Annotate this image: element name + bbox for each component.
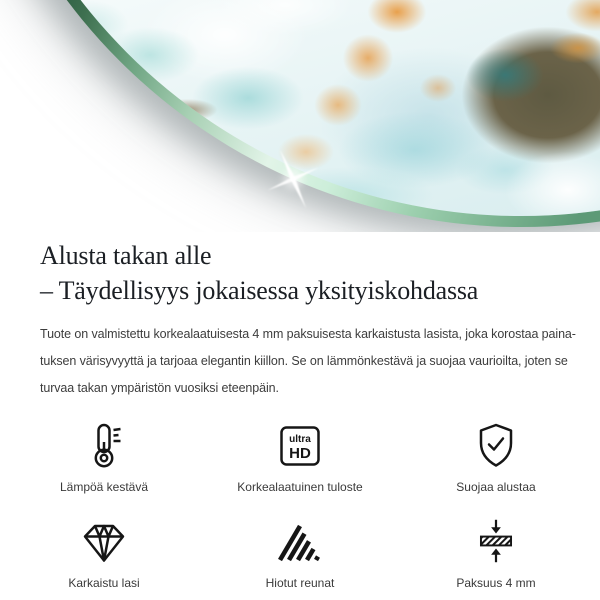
feature-label: Hiotut reunat	[265, 576, 335, 590]
ultra-hd-icon	[278, 424, 322, 468]
product-hero-image	[0, 0, 600, 232]
icon-wrap	[202, 422, 398, 468]
icon-wrap	[202, 518, 398, 564]
sparkle-glint-icon	[259, 145, 327, 213]
feature-protects-surface	[398, 422, 594, 494]
feature-tempered-glass	[6, 518, 202, 590]
feature-label: Korkealaatuinen tuloste	[237, 480, 363, 494]
description-line: tuksen värisyvyyttä ja tarjoaa elegantin kiillon. Se on lämmönkestävä ja suojaa vaurioilta, joten se	[40, 354, 568, 368]
page-title	[40, 238, 560, 308]
feature-ultra-hd-print	[202, 422, 398, 494]
description-line: turvaa takan ympäristön vuosiksi eteenpäin.	[40, 381, 279, 395]
feature-grid	[6, 422, 594, 590]
feature-label: Suojaa alustaa	[456, 480, 536, 494]
page-title-line2: – Täydellisyys jokaisessa yksityiskohdassa	[40, 276, 479, 305]
feature-label: Karkaistu lasi	[68, 576, 140, 590]
icon-wrap	[398, 422, 594, 468]
icon-wrap	[6, 518, 202, 564]
icon-wrap	[6, 422, 202, 468]
diamond-icon	[80, 522, 128, 564]
icon-wrap	[398, 518, 594, 564]
page-title-line1: Alusta takan alle	[40, 241, 212, 270]
thickness-icon	[472, 518, 520, 564]
feature-thickness-4mm	[398, 518, 594, 590]
description-line: Tuote on valmistettu korkealaatuisesta 4 mm paksuisesta karkaistusta lasista, joka korostaa paina-	[40, 327, 576, 341]
feature-label: Paksuus 4 mm	[456, 576, 536, 590]
shield-check-icon	[474, 422, 518, 468]
feature-polished-edges	[202, 518, 398, 590]
thermometer-icon	[82, 422, 126, 468]
product-description	[40, 321, 600, 402]
polished-edges-icon	[276, 524, 324, 564]
ultra-hd-icon-text-top: ultra	[289, 434, 311, 445]
feature-heat-resistant	[6, 422, 202, 494]
ultra-hd-icon-text-bottom: HD	[289, 445, 311, 462]
feature-label: Lämpöä kestävä	[59, 480, 149, 494]
